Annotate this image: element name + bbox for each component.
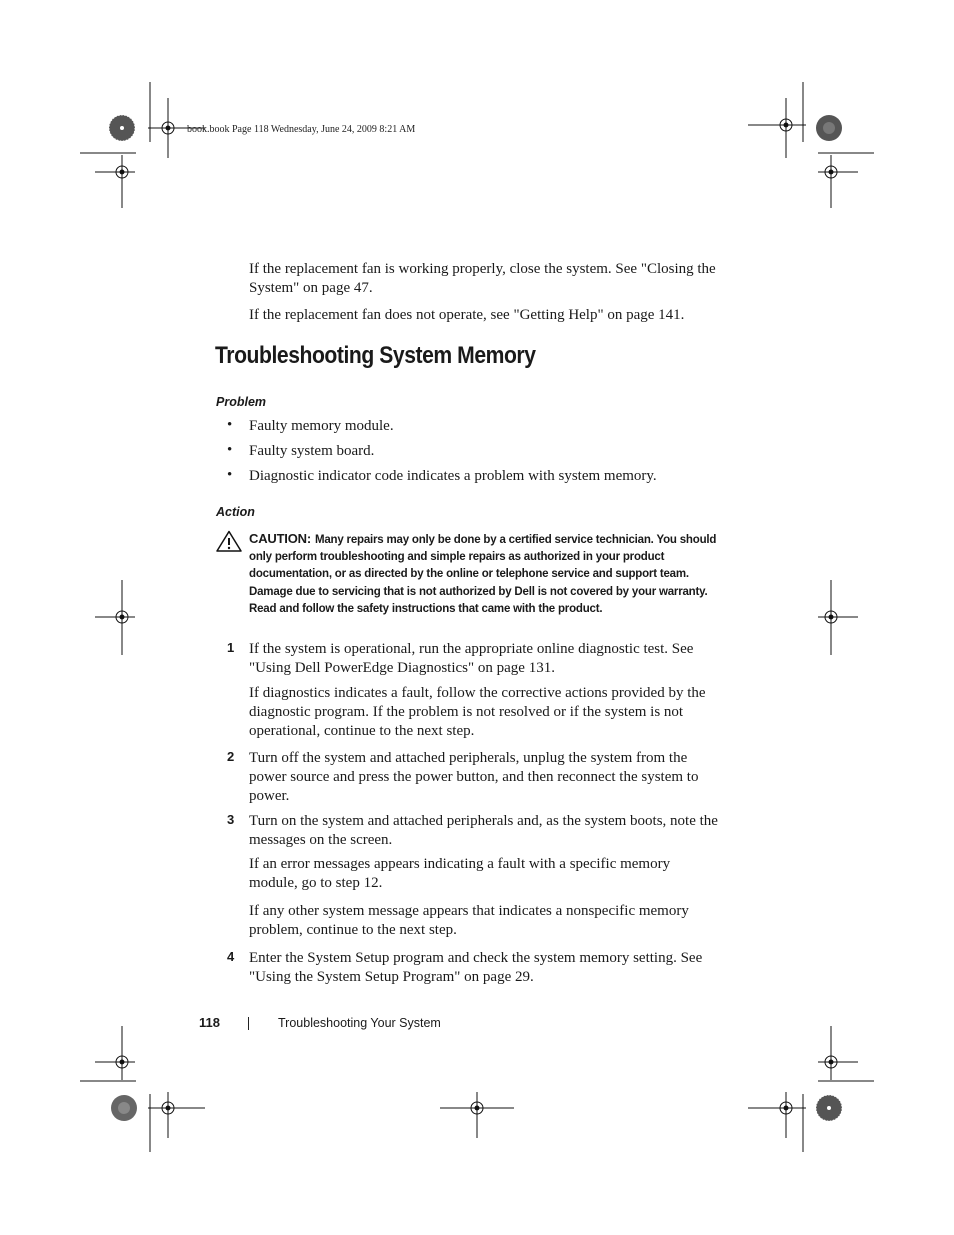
step-3-extra-2: If any other system message appears that indicates a nonspecific memory problem, continue to the next step.: [249, 903, 689, 938]
step-1-number: 1: [227, 640, 235, 655]
problem-item-3: Diagnostic indicator code indicates a problem with system memory.: [249, 468, 657, 484]
bullet-marker: •: [227, 467, 233, 483]
step-2-number: 2: [227, 749, 235, 764]
step-1-text: If the system is operational, run the appropriate online diagnostic test. See "Using Dell PowerEdge Diagnostics" on page 131.: [249, 641, 694, 676]
problem-item-2: Faulty system board.: [249, 443, 375, 459]
problem-heading: Problem: [216, 395, 267, 409]
caution-notice: [249, 530, 719, 618]
page-title: Troubleshooting System Memory: [215, 342, 536, 369]
bullet-marker: •: [227, 417, 233, 433]
step-3-number: 3: [227, 812, 235, 827]
step-2-text: Turn off the system and attached peripherals, unplug the system from the power source and press the power button, and then reconnect the system to power.: [249, 750, 699, 804]
problem-item-1: Faulty memory module.: [249, 418, 394, 434]
step-1-extra: If diagnostics indicates a fault, follow the corrective actions provided by the diagnostic program. If the problem is not resolved or if the system is not operational, continue to the next step.: [249, 685, 706, 739]
step-3-extra-1: If an error messages appears indicating a fault with a specific memory module, go to step 12.: [249, 856, 671, 891]
caution-label: CAUTION:: [249, 531, 311, 546]
step-3-text: Turn on the system and attached peripherals and, as the system boots, note the messages on the screen.: [249, 813, 718, 848]
caution-text: Many repairs may only be done by a certified service technician. You should only perform troubleshooting and simple repairs as authorized in your product documentation, or as directed by the online or telephone service and support team. Damage due to servicing that is not authorized by Dell is not covered by your warranty. Read and follow the safety instructions that came with the product.: [249, 534, 717, 615]
intro-paragraph-2: If the replacement fan does not operate, see "Getting Help" on page 141.: [249, 307, 685, 323]
print-slug: book.book Page 118 Wednesday, June 24, 2009 8:21 AM: [187, 124, 416, 135]
intro-paragraph-1: If the replacement fan is working properly, close the system. See "Closing the System" on page 47.: [249, 261, 716, 296]
footer-section-title: Troubleshooting Your System: [278, 1016, 441, 1030]
page-number: 118: [199, 1015, 220, 1030]
step-4-number: 4: [227, 949, 235, 964]
caution-warning-icon: [216, 530, 242, 552]
footer-divider: [248, 1017, 249, 1030]
action-heading: Action: [216, 505, 255, 519]
step-4-text: Enter the System Setup program and check the system memory setting. See "Using the System Setup Program" on page 29.: [249, 950, 703, 985]
bullet-marker: •: [227, 442, 233, 458]
